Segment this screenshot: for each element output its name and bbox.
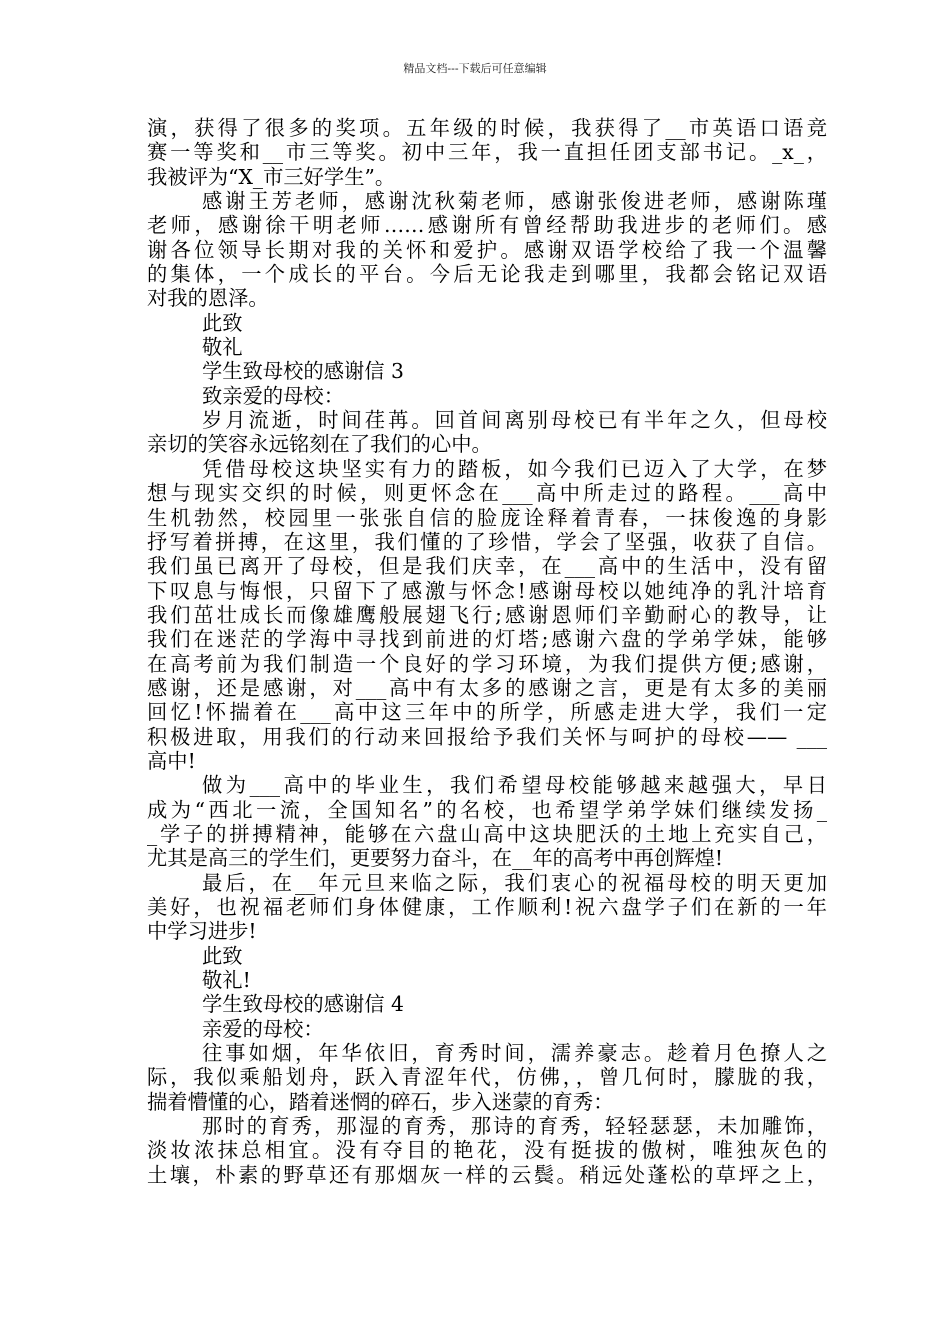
section-title: 学生致母校的感谢信 3 [202,359,404,384]
text-line: 中学习进步! [147,919,257,944]
salutation: 致亲爱的母校： [202,383,344,408]
text-line: 我们虽已离开了母校，但是我们庆幸，在___高中的生活中，没有留 [147,554,827,579]
text-line: 美好，也祝福老师们身体健康，工作顺利!祝六盘学子们在新的一年 [147,895,827,919]
text-line: 岁月流逝，时间荏苒。回首间离别母校已有半年之久，但母校 [202,408,827,433]
text-line: 那时的育秀，那湿的育秀，那诗的育秀，轻轻瑟瑟，未加雕饰， [202,1114,827,1139]
text-line: 回忆!怀揣着在___高中这三年中的所学，所感走进大学，我们一定 [147,700,827,725]
text-line: 想与现实交织的时候，则更怀念在___高中所走过的路程。___高中 [147,481,827,506]
text-line: 尤其是高三的学生们，更要努力奋斗，在__年的高考中再创辉煌! [147,846,724,871]
text-line: 往事如烟，年华依旧，育秀时间，濡养豪志。趁着月色撩人之 [202,1041,827,1066]
section-title: 学生致母校的感谢信 4 [202,992,404,1017]
text-line: 成为“西北一流，全国知名”的名校，也希望学弟学妹们继续发扬_ [147,797,827,822]
salutation: 亲爱的母校： [202,1016,324,1041]
text-line: 演，获得了很多的奖项。五年级的时候，我获得了__市英语口语竞 [147,116,827,140]
text-line: 最后，在__年元旦来临之际，我们衷心的祝福母校的明天更加 [202,870,827,895]
closing-line: 此致 [202,310,243,335]
closing-line: 敬礼 [202,335,243,360]
text-line: 我被评为“X_市三好学生”。 [147,164,396,189]
page-header: 精品文档---下载后可任意编辑 [403,62,547,75]
text-line: 做为___高中的毕业生，我们希望母校能够越来越强大，早日 [202,773,827,798]
text-line: 感谢王芳老师，感谢沈秋菊老师，感谢张俊进老师，感谢陈瑾 [202,189,827,214]
text-line: 谢各位领导长期对我的关怀和爱护。感谢双语学校给了我一个温馨 [147,237,827,262]
document-body [147,116,827,1187]
text-line: 赛一等奖和__市三等奖。初中三年，我一直担任团支部书记。_x_， [147,140,827,165]
text-line: 亲切的笑容永远铭刻在了我们的心中。 [147,432,492,457]
text-line: 高中! [147,748,196,773]
text-line: 抒写着拼搏，在这里，我们懂的了珍惜，学会了坚强，收获了自信。 [147,529,827,554]
text-line: 淡妆浓抹总相宜。没有夺目的艳花，没有挺拔的傲树，唯独灰色的 [147,1138,827,1163]
text-line: _学子的拼搏精神，能够在六盘山高中这块肥沃的土地上充实自己， [147,821,827,846]
text-line: 的集体，一个成长的平台。今后无论我走到哪里，我都会铭记双语 [147,262,827,287]
text-line: 土壤，朴素的野草还有那烟灰一样的云鬓。稍远处蓬松的草坪之上， [147,1162,827,1187]
text-line: 揣着懵懂的心，踏着迷惘的碎石，步入迷蒙的育秀： [147,1089,614,1114]
text-line: 积极进取，用我们的行动来回报给予我们关怀与呵护的母校—— ___ [147,724,827,749]
text-line: 际，我似乘船划舟，跃入青涩年代，仿佛，，曾几何时，朦胧的我， [147,1065,827,1090]
text-line: 凭借母校这块坚实有力的踏板，如今我们已迈入了大学，在梦 [202,456,827,481]
text-line: 下叹息与悔恨，只留下了感激与怀念!感谢母校以她纯净的乳汁培育 [147,578,827,603]
text-line: 老师，感谢徐干明老师……感谢所有曾经帮助我进步的老师们。感 [147,213,827,238]
text-line: 我们在迷茫的学海中寻找到前进的灯塔;感谢六盘的学弟学妹，能够 [147,627,827,652]
text-line: 感谢，还是感谢，对___高中有太多的感谢之言，更是有太多的美丽 [147,675,827,700]
closing-line: 敬礼! [202,968,251,993]
text-line: 对我的恩泽。 [147,286,269,311]
text-line: 在高考前为我们制造一个良好的学习环境，为我们提供方便;感谢， [147,651,827,676]
text-line: 生机勃然，校园里一张张自信的脸庞诠释着青春，一抹俊逸的身影 [147,505,827,530]
text-line: 我们茁壮成长而像雄鹰般展翅飞行;感谢恩师们辛勤耐心的教导，让 [147,602,827,627]
closing-line: 此致 [202,943,243,968]
